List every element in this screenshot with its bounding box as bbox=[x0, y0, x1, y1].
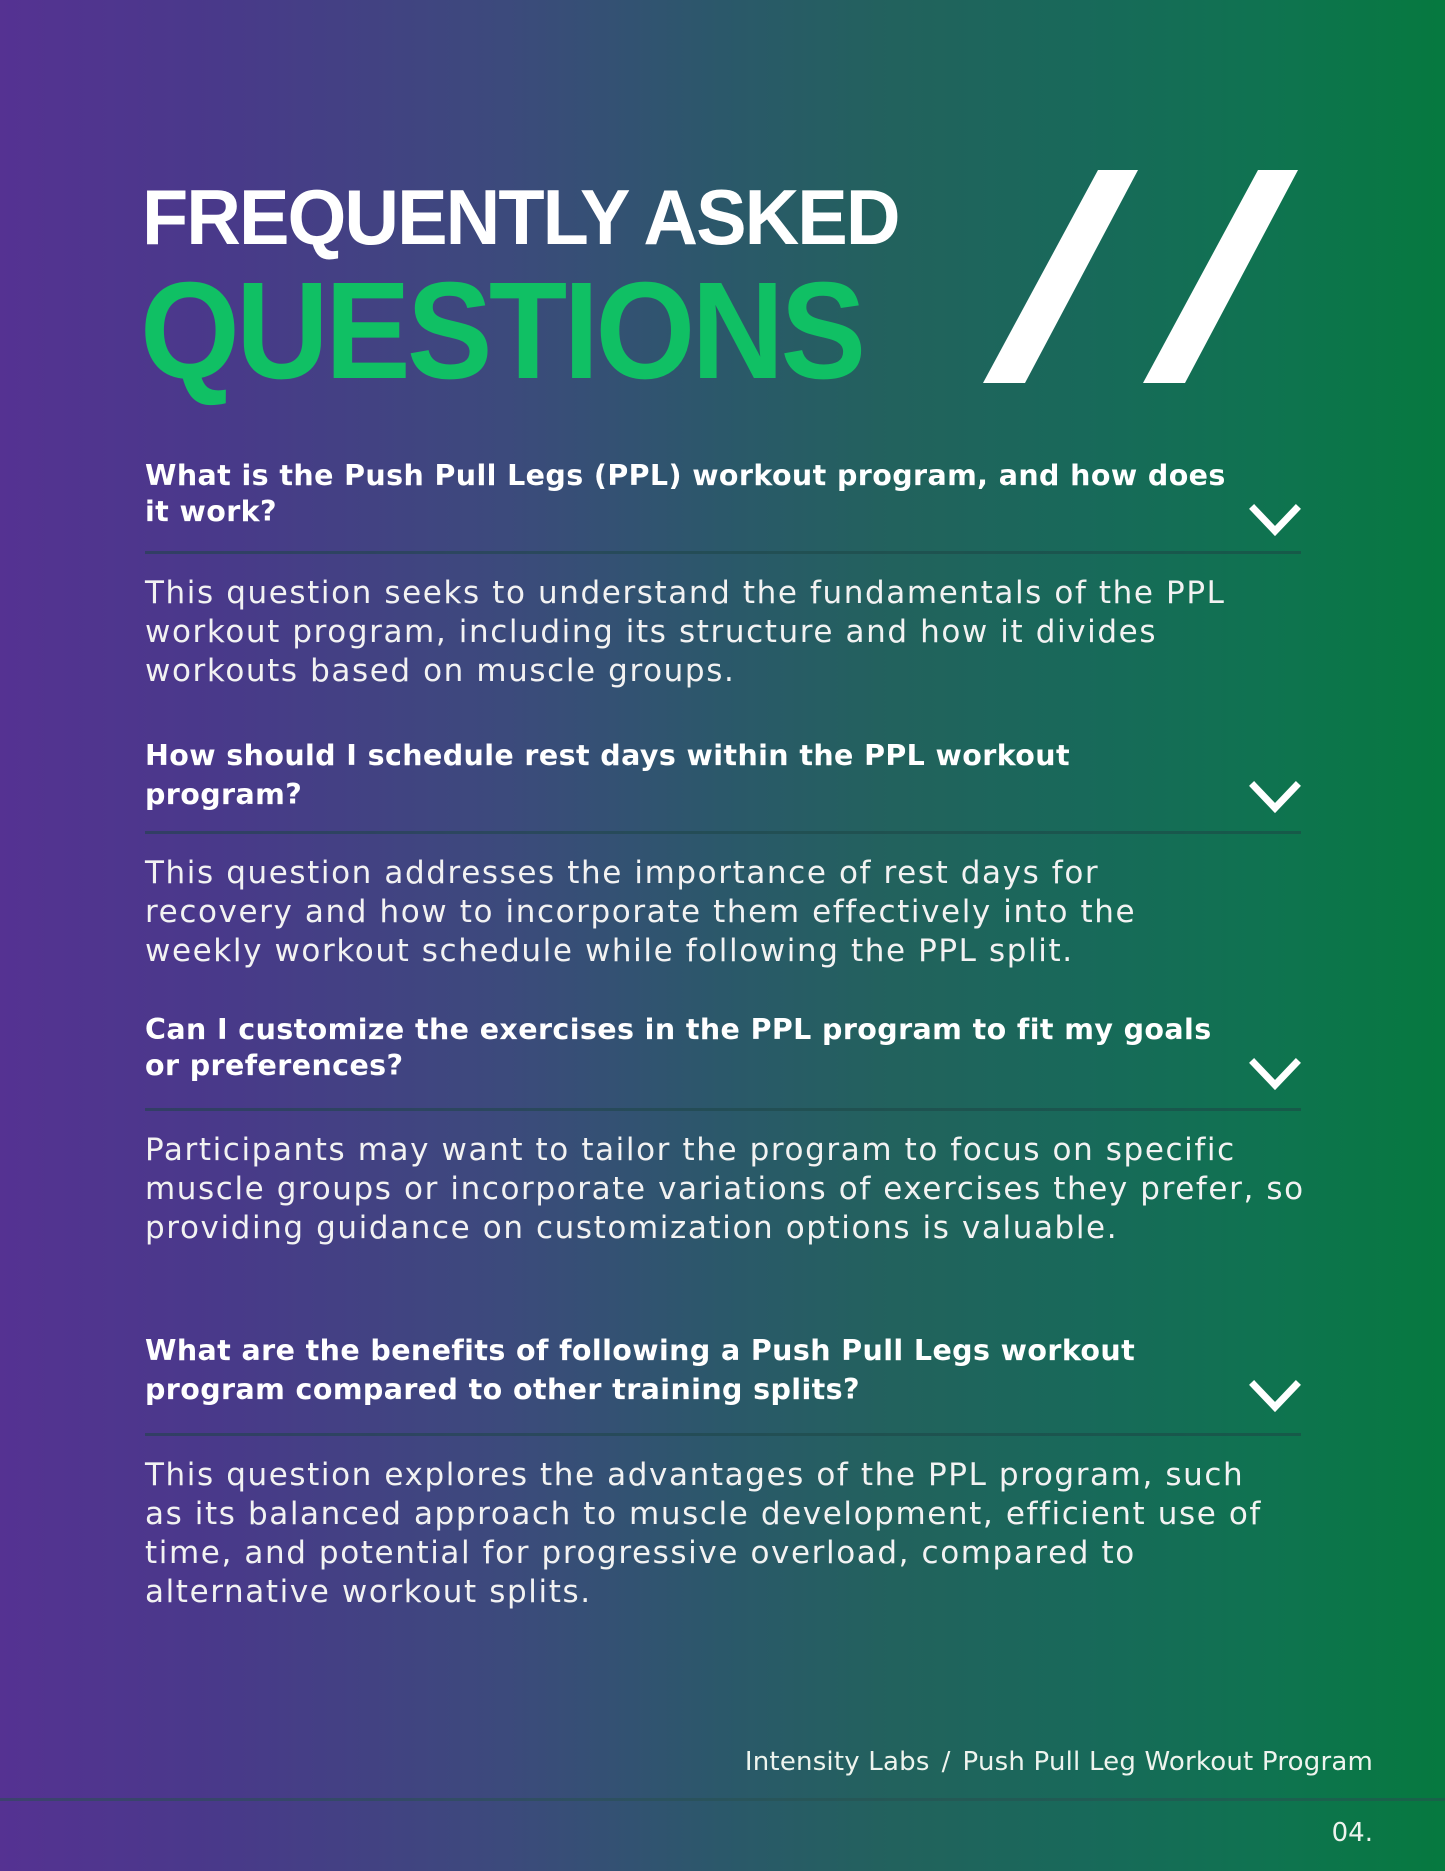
faq-question[interactable] bbox=[145, 1331, 1301, 1409]
faq-item bbox=[145, 1331, 1301, 1612]
faq-question[interactable] bbox=[145, 458, 1301, 530]
faq-question-text: Can I customize the exercises in the PPL program to fit my goals or preferences? bbox=[145, 1013, 1212, 1082]
faq-answer: Participants may want to tailor the program to focus on specific muscle groups or incorporate variations of exercises they prefer, so providing guidance on customization options is valuable. bbox=[145, 1132, 1305, 1246]
faq-divider bbox=[145, 1108, 1301, 1111]
chevron-down-icon[interactable] bbox=[1249, 504, 1301, 538]
footer-breadcrumb bbox=[745, 1747, 1373, 1777]
footer-document-title: Push Pull Leg Workout Program bbox=[962, 1747, 1373, 1777]
footer-brand: Intensity Labs bbox=[744, 1747, 930, 1777]
faq-item bbox=[145, 458, 1301, 691]
double-slash-icon bbox=[960, 160, 1320, 400]
faq-answer: This question seeks to understand the fundamentals of the PPL workout program, including its structure and how it divides workouts based on muscle groups. bbox=[145, 575, 1226, 689]
chevron-down-icon[interactable] bbox=[1249, 1058, 1301, 1092]
faq-item bbox=[145, 736, 1301, 971]
title-questions: QUESTIONS bbox=[140, 254, 863, 408]
faq-question-text: How should I schedule rest days within the PPL workout program? bbox=[145, 739, 1070, 811]
footer-separator: / bbox=[941, 1747, 951, 1777]
chevron-down-icon[interactable] bbox=[1249, 781, 1301, 815]
faq-question-text: What is the Push Pull Legs (PPL) workout program, and how does it work? bbox=[145, 459, 1226, 528]
faq-question[interactable] bbox=[145, 736, 1301, 814]
faq-question-text: What are the benefits of following a Push Pull Legs workout program compared to other training splits? bbox=[145, 1334, 1136, 1406]
faq-divider bbox=[145, 831, 1301, 834]
faq-item bbox=[145, 1012, 1305, 1248]
faq-answer: This question addresses the importance of rest days for recovery and how to incorporate them effectively into the weekly workout schedule while following the PPL split. bbox=[145, 855, 1137, 969]
faq-question[interactable] bbox=[145, 1012, 1301, 1084]
page-number: 04. bbox=[1331, 1818, 1373, 1848]
footer-divider bbox=[0, 1798, 1445, 1801]
chevron-down-icon[interactable] bbox=[1249, 1380, 1301, 1414]
faq-answer: This question explores the advantages of the PPL program, such as its balanced approach to muscle development, efficient use of time, and potential for progressive overload, compared to alternative workout splits. bbox=[145, 1457, 1262, 1610]
faq-divider bbox=[145, 1433, 1301, 1436]
title-frequently-asked: FREQUENTLY ASKED bbox=[142, 173, 899, 261]
faq-divider bbox=[145, 551, 1301, 554]
